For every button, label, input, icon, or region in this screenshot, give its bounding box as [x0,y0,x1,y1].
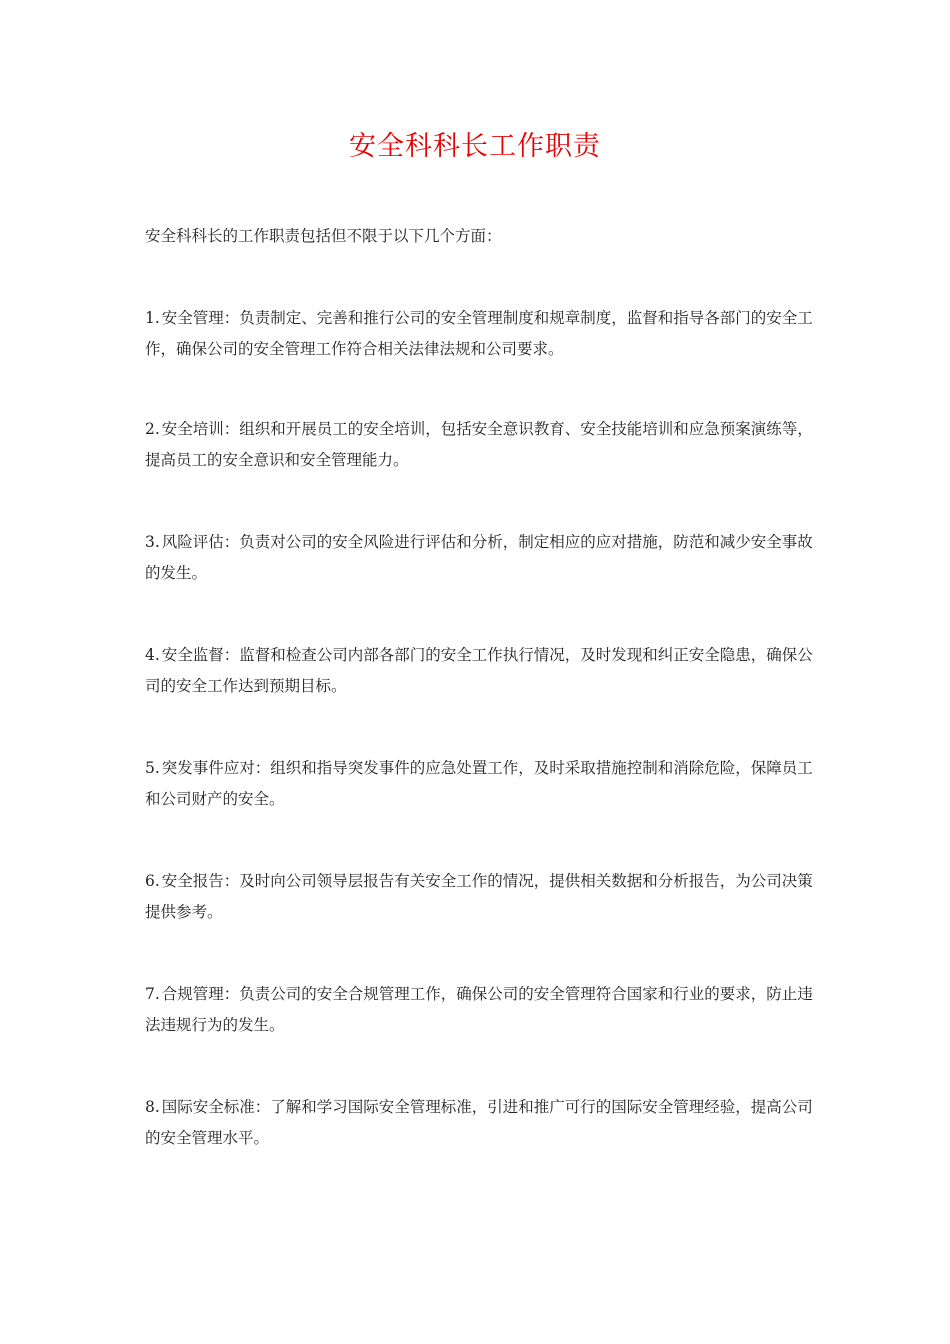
list-item [145,866,825,928]
list-item-number: 1. [145,309,160,327]
list-item [145,979,825,1041]
list-item-number: 4. [145,646,160,664]
document-title: 安全科科长工作职责 [349,131,601,162]
list-item [145,414,825,476]
list-item [145,640,825,702]
list-item-number: 5. [145,759,160,777]
list-item-number: 8. [145,1098,160,1116]
list-item-text: 安全培训：组织和开展员工的安全培训，包括安全意识教育、安全技能培训和应急预案演练等，提高员工的安全意识和安全管理能力。 [145,420,813,469]
intro-paragraph: 安全科科长的工作职责包括但不限于以下几个方面： [145,227,502,245]
list-item-text: 安全报告：及时向公司领导层报告有关安全工作的情况，提供相关数据和分析报告，为公司决策提供参考。 [145,872,813,921]
list-item [145,303,825,365]
list-item-text: 国际安全标准：了解和学习国际安全管理标准，引进和推广可行的国际安全管理经验，提高公司的安全管理水平。 [145,1098,813,1147]
list-item-number: 2. [145,420,160,438]
list-item-number: 7. [145,985,160,1003]
list-item-text: 突发事件应对：组织和指导突发事件的应急处置工作，及时采取措施控制和消除危险，保障员工和公司财产的安全。 [145,759,813,808]
list-item-number: 3. [145,533,160,551]
list-item [145,753,825,815]
list-item [145,527,825,589]
list-item-number: 6. [145,872,160,890]
list-item [145,1092,825,1154]
list-item-text: 安全监督：监督和检查公司内部各部门的安全工作执行情况，及时发现和纠正安全隐患，确保公司的安全工作达到预期目标。 [145,646,813,695]
list-item-text: 安全管理：负责制定、完善和推行公司的安全管理制度和规章制度，监督和指导各部门的安全工作，确保公司的安全管理工作符合相关法律法规和公司要求。 [145,309,813,358]
list-item-text: 合规管理：负责公司的安全合规管理工作，确保公司的安全管理符合国家和行业的要求，防止违法违规行为的发生。 [145,985,813,1034]
list-item-text: 风险评估：负责对公司的安全风险进行评估和分析，制定相应的应对措施，防范和减少安全事故的发生。 [145,533,813,582]
